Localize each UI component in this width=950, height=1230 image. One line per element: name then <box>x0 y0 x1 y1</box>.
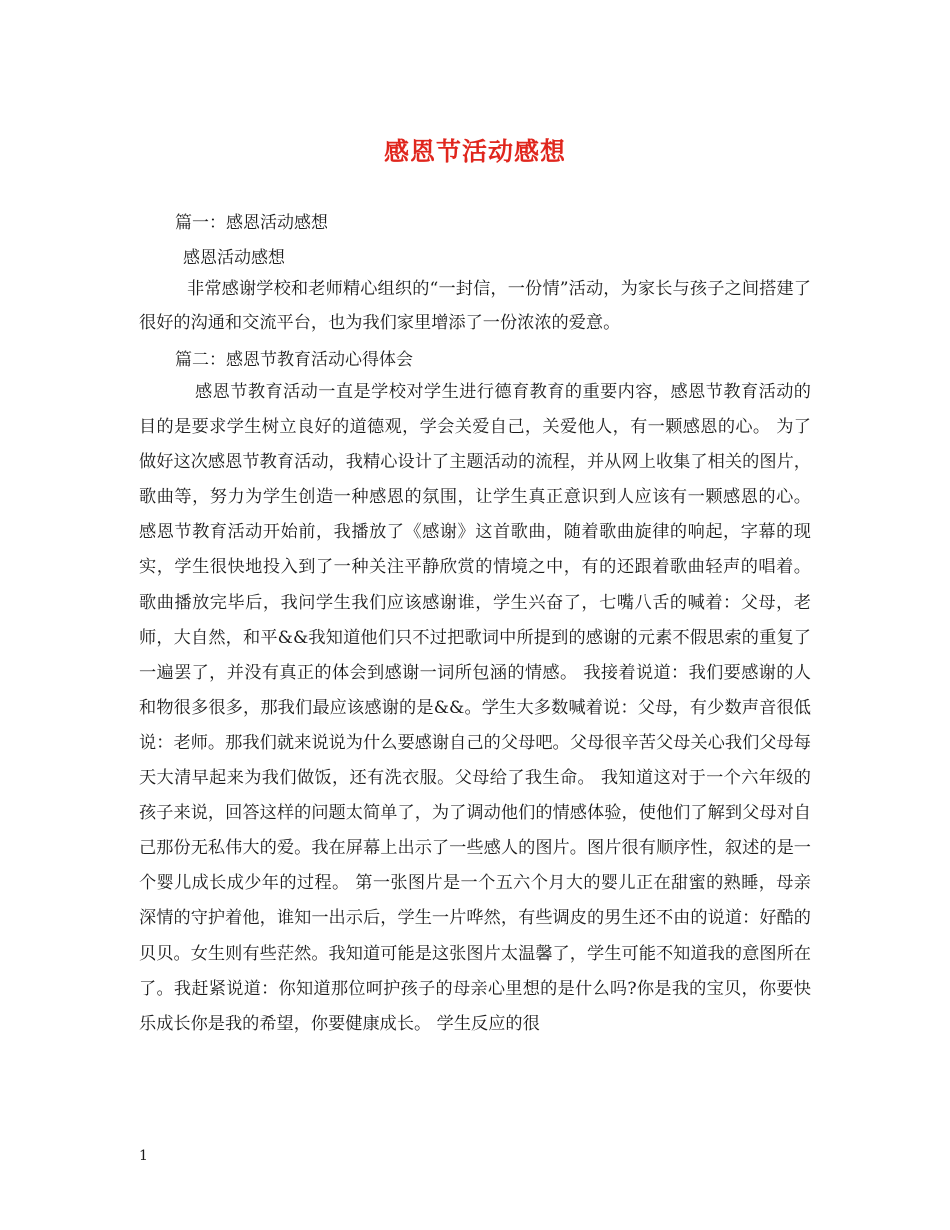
section-two-heading: 篇二：感恩节教育活动心得体会 <box>175 350 413 370</box>
section-two-paragraph: 感恩节教育活动一直是学校对学生进行德育教育的重要内容，感恩节教育活动的目的是要求学生树立良好的道德观，学会关爱自己，关爱他人，有一颗感恩的心。 为了做好这次感恩节教育活动，我精心设计了主题活动的流程，并从网上收集了相关的图片，歌曲等，努力为学生创造一种感恩的氛围，让学生真正意识到人应该有一颗感恩的心。 感恩节教育活动开始前，我播放了《感谢》这首歌曲，随着歌曲旋律的响起，字幕的现实，学生很快地投入到了一种关注平静欣赏的情境之中，有的还跟着歌曲轻声的唱着。 歌曲播放完毕后，我问学生我们应该感谢谁，学生兴奋了，七嘴八舌的喊着：父母，老师，大自然，和平&&我知道他们只不过把歌词中所提到的感谢的元素不假思索的重复了一遍罢了，并没有真正的体会到感谢一词所包涵的情感。 我接着说道：我们要感谢的人和物很多很多，那我们最应该感谢的是&&。学生大多数喊着说：父母，有少数声音很低说：老师。那我们就来说说为什么要感谢自己的父母吧。父母很辛苦父母关心我们父母每天大清早起来为我们做饭，还有洗衣服。父母给了我生命。 我知道这对于一个六年级的孩子来说，回答这样的问题太简单了，为了调动他们的情感体验，使他们了解到父母对自己那份无私伟大的爱。我在屏幕上出示了一些感人的图片。图片很有顺序性，叙述的是一个婴儿成长成少年的过程。 第一张图片是一个五六个月大的婴儿正在甜蜜的熟睡，母亲深情的守护着他，谁知一出示后，学生一片哗然，有些调皮的男生还不由的说道：好酷的贝贝。女生则有些茫然。我知道可能是这张图片太温馨了，学生可能不知道我的意图所在了。我赶紧说道：你知道那位呵护孩子的母亲心里想的是什么吗?你是我的宝贝，你要快乐成长你是我的希望，你要健康成长。 学生反应的很 <box>139 382 811 1034</box>
document-title: 感恩节活动感想 <box>383 137 566 166</box>
section-one-heading: 篇一：感恩活动感想 <box>175 213 328 233</box>
page-number: 1 <box>139 1148 148 1164</box>
section-one-subheading: 感恩活动感想 <box>183 248 285 268</box>
section-one-paragraph: 非常感谢学校和老师精心组织的“一封信，一份情”活动，为家长与孩子之间搭建了很好的沟通和交流平台，也为我们家里增添了一份浓浓的爱意。 <box>139 279 811 333</box>
